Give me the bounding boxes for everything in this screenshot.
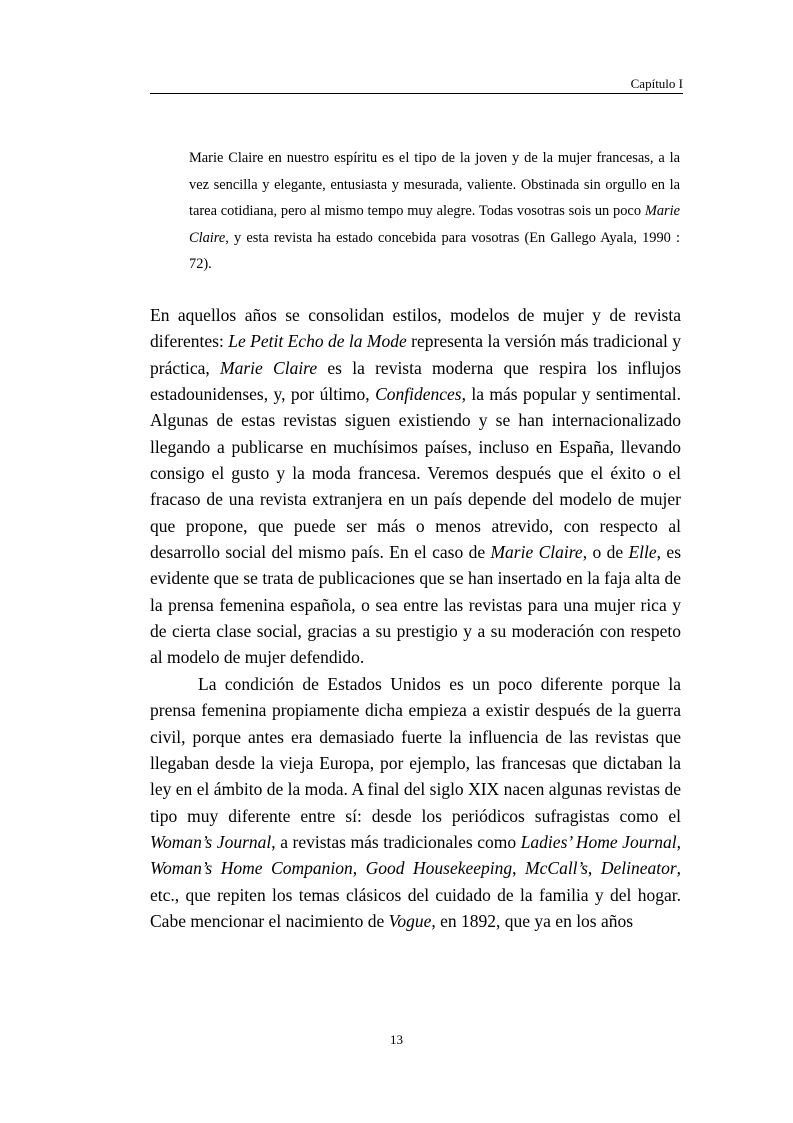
text-run: ,: [512, 858, 526, 879]
header-rule: [150, 93, 683, 94]
italic-title: Confidences: [375, 384, 462, 405]
italic-title: Woman’s Journal: [150, 831, 272, 852]
italic-title: Le Petit Echo de la Mode: [228, 331, 407, 352]
text-run: , etc., que repiten los temas clásicos del cuidado de la familia y del hogar. Cabe mencionar el nacimiento de: [150, 858, 682, 931]
italic-title: Marie Claire: [220, 357, 318, 378]
text-run: , es evidente que se trata de publicaciones que se han insertado en la faja alta de la prensa femenina española, o sea entre las revistas para una mujer rica y de cierta clase social, gracias a su prestigio y a su moderación con respeto al modelo de mujer defendido.: [150, 542, 682, 668]
block-quote: [189, 145, 680, 278]
italic-title: Elle: [628, 542, 657, 563]
italic-title: Ladies’ Home Journal: [520, 831, 677, 852]
quote-text: Marie Claire en nuestro espíritu es el tipo de la joven y de la mujer francesas, a la vez sencilla y elegante, entusiasta y mesurada, valiente. Obstinada sin orgullo en la tarea cotidiana, pero al mismo tempo muy alegre. Todas vosotras sois un poco: [189, 150, 680, 219]
italic-title: Marie Claire: [490, 542, 583, 563]
text-run: ,: [352, 858, 366, 879]
text-run: es la revista moderna que respira los influjos estadounidenses, y, por último,: [150, 357, 682, 405]
text-run: La condición de Estados Unidos es un poco diferente porque la prensa femenina propiamente dicha empieza a existir después de la guerra civil, porque antes era demasiado fuerte la influencia de las revistas que llegaban desde la vieja Europa, por ejemplo, las francesas que dictaban la ley en el ámbito de la moda. A final del siglo XIX nacen algunas revistas de tipo muy diferente entre sí: desde los periódicos sufragistas como el: [150, 673, 681, 826]
body-text: [150, 302, 681, 934]
running-header-chapter: Capítulo I: [630, 76, 683, 91]
italic-title: Woman’s Home Companion: [150, 858, 353, 879]
quote-italic-title: Marie Claire: [189, 203, 680, 246]
paragraph-1: [150, 302, 681, 671]
italic-title: Delineator: [600, 858, 677, 879]
text-run: En aquellos años se consolidan estilos, modelos de mujer y de revista diferentes:: [150, 305, 681, 352]
italic-title: Good Housekeeping: [365, 858, 513, 879]
text-run: representa la versión más tradicional y práctica,: [150, 331, 681, 378]
quote-text: , y esta revista ha estado concebida para vosotras (En Gallego Ayala, 1990 : 72).: [189, 229, 680, 272]
italic-title: Vogue: [388, 910, 432, 931]
paragraph-2: [150, 671, 681, 934]
page-number: 13: [390, 1032, 403, 1047]
text-run: , la más popular y sentimental. Algunas de estas revistas siguen existiendo y se han internacionalizado llegando a publicarse en muchísimos países, incluso en España, llevando consigo el gusto y la moda francesa. Veremos después que el éxito o el fracaso de una revista extranjera en un país depende del modelo de mujer que propone, que puede ser más o menos atrevido, con respecto al desarrollo social del mismo país. En el caso de: [150, 384, 681, 563]
text-run: , o de: [582, 542, 629, 563]
text-run: ,: [676, 831, 681, 852]
text-run: ,: [587, 858, 601, 879]
text-run: , en 1892, que ya en los años: [431, 910, 634, 931]
text-run: , a revistas más tradicionales como: [271, 831, 521, 852]
italic-title: McCall’s: [525, 858, 588, 879]
